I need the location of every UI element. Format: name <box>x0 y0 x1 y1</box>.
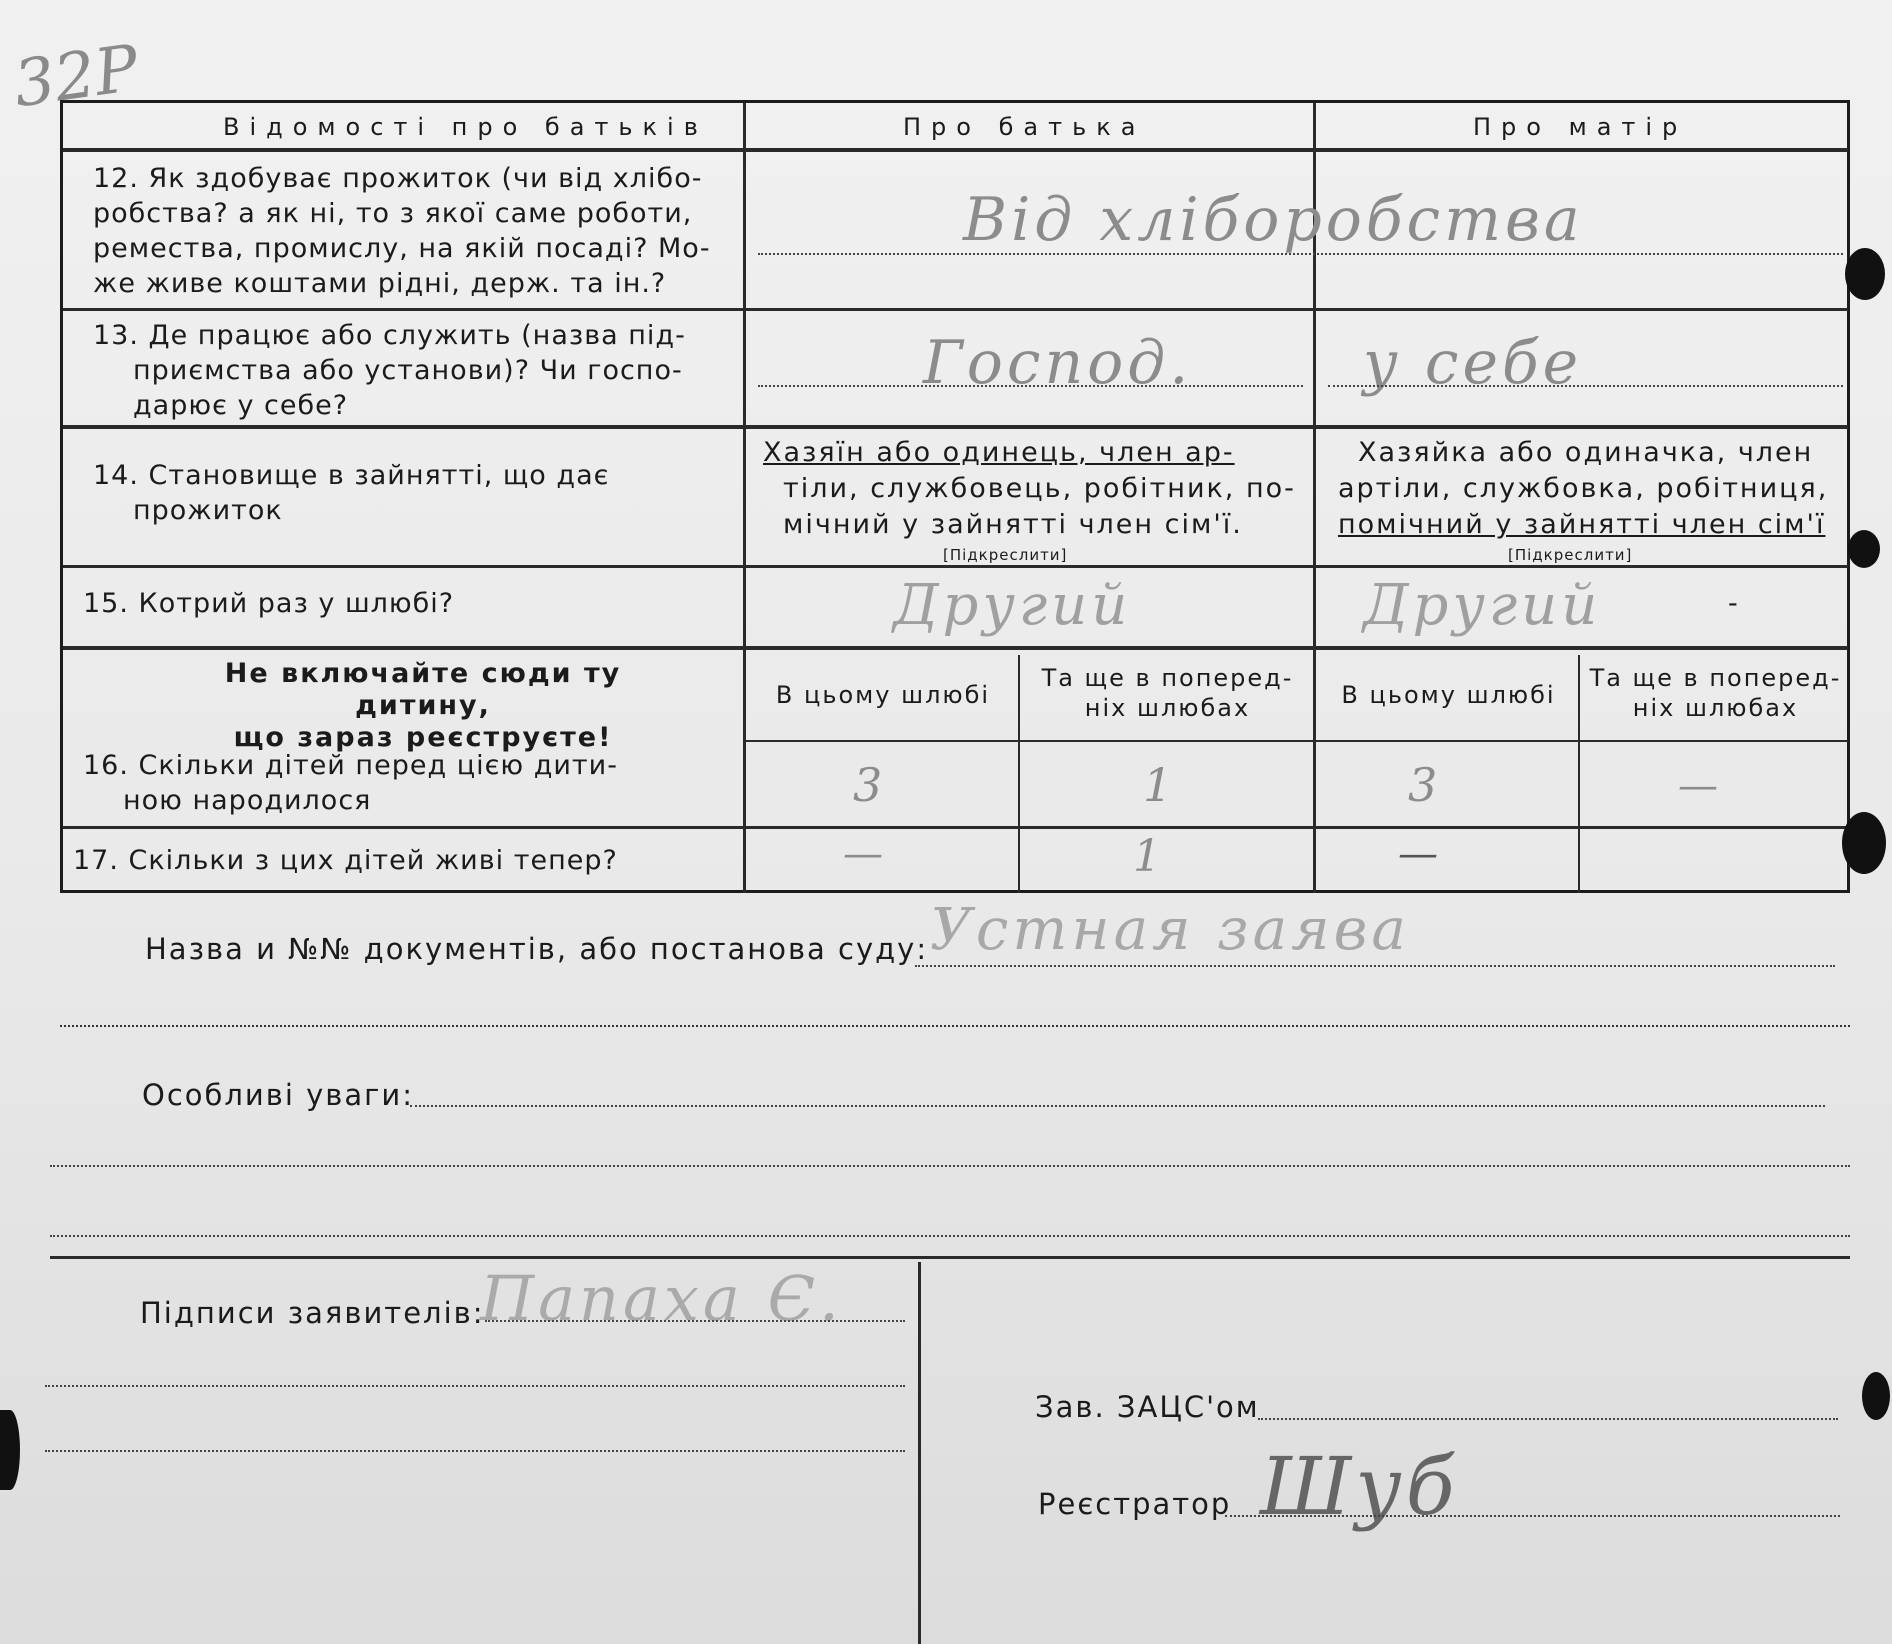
row-divider <box>63 826 1848 829</box>
ink-blot <box>0 1410 20 1490</box>
question-17: 17. Скільки з цих дітей живі тепер? <box>73 845 618 876</box>
header-father: Про батька <box>903 113 1146 141</box>
signatures-handwritten: Папаха Є. <box>480 1262 843 1335</box>
row-divider <box>63 425 1848 429</box>
header-parents-info: Відомості про батьків <box>223 113 708 141</box>
answer-16-father-this: 3 <box>853 758 887 812</box>
answer-13-father: Господ. <box>923 328 1193 398</box>
section-divider <box>50 1256 1850 1259</box>
remarks-line-3 <box>50 1235 1850 1237</box>
header-mother: Про матір <box>1473 113 1688 141</box>
signatures-label: Підписи заявителів: <box>140 1296 485 1330</box>
row-divider <box>63 308 1848 311</box>
subheader-this-marriage-father: В цьому шлюбі <box>775 681 991 709</box>
answer-15-mother: Другий <box>1363 573 1602 638</box>
ink-blot <box>1842 812 1886 874</box>
signature-line <box>485 1320 905 1322</box>
documents-line <box>915 965 1835 967</box>
answer-17-father-this: — <box>843 831 887 877</box>
subheader-prev-marriages-mother: Та ще в поперед- ніх шлюбах <box>1589 664 1842 722</box>
signature-line-3 <box>45 1450 905 1452</box>
documents-handwritten: Устная заява <box>930 895 1410 963</box>
answer-16-father-prev: 1 <box>1143 758 1177 812</box>
section-divider-vertical <box>918 1262 921 1644</box>
zags-signature-line <box>1258 1418 1838 1420</box>
row-divider <box>63 565 1848 568</box>
remarks-line-2 <box>50 1165 1850 1167</box>
question-16: 16. Скільки дітей перед цією дити- ною народилося <box>83 750 618 816</box>
documents-label: Назва и №№ документів, або постанова суду: <box>145 932 929 966</box>
question-15: 15. Котрий раз у шлюбі? <box>83 588 455 619</box>
ink-blot <box>1862 1372 1890 1420</box>
note-16: Не включайте сюди ту дитину, що зараз реєструєте! <box>224 658 622 753</box>
answer-line <box>758 253 1843 255</box>
row-divider <box>63 148 1848 152</box>
registrar-signature-line <box>1225 1515 1840 1517</box>
registrar-signature: Шуб <box>1260 1440 1459 1533</box>
underline-hint: [Підкреслити] <box>1508 546 1633 564</box>
archive-note: 32Р <box>9 31 144 123</box>
answer-17-father-prev: 1 <box>1133 831 1165 882</box>
father-occupation-options: Хазяїн або одинець, член ар- тіли, службовець, робітник, по- мічний у зайнятті член сім'ї. <box>763 437 1296 540</box>
underline-hint: [Підкреслити] <box>943 546 1068 564</box>
question-14: 14. Становище в зайнятті, що дає прожиток <box>93 460 610 526</box>
answer-12: Від хліборобства <box>963 185 1584 255</box>
answer-17-mother-this: — <box>1398 831 1442 877</box>
column-divider <box>1578 655 1580 893</box>
answer-15-father: Другий <box>893 573 1132 638</box>
row-divider <box>63 646 1848 650</box>
registrar-label: Реєстратор <box>1038 1487 1232 1521</box>
ink-blot <box>1845 248 1885 300</box>
column-divider <box>1018 655 1020 893</box>
ink-blot <box>1848 530 1880 568</box>
column-divider <box>743 103 746 893</box>
answer-line <box>758 385 1303 387</box>
parents-info-table <box>60 100 1850 893</box>
answer-line <box>1328 385 1843 387</box>
remarks-label: Особливі уваги: <box>142 1078 415 1112</box>
zags-head-label: Зав. ЗАЦС'ом <box>1035 1390 1260 1424</box>
documents-line-2 <box>60 1025 1850 1027</box>
remarks-line <box>410 1105 1825 1107</box>
answer-16-mother-prev: — <box>1678 763 1722 809</box>
answer-16-mother-this: 3 <box>1408 758 1442 812</box>
mother-occupation-options: Хазяйка або одиначка, член артіли, службовка, робітниця, помічний у зайнятті член сім'ї <box>1338 437 1829 540</box>
subheader-this-marriage-mother: В цьому шлюбі <box>1341 681 1556 709</box>
answer-15-dash: - <box>1728 588 1739 619</box>
answer-13-mother: у себе <box>1363 328 1583 398</box>
signature-line-2 <box>45 1385 905 1387</box>
subheader-prev-marriages-father: Та ще в поперед- ніх шлюбах <box>1041 664 1294 722</box>
question-13: 13. Де працює або служить (назва під- приємства або установи)? Чи госпо- дарює у себе? <box>93 320 686 421</box>
question-12: 12. Як здобуває прожиток (чи від хлібо- робства? а як ні, то з якої саме роботи, ремества, промислу, на якій посаді? Мо- же живе коштами рідні, держ. та ін.? <box>93 163 711 299</box>
row-divider <box>743 740 1848 742</box>
